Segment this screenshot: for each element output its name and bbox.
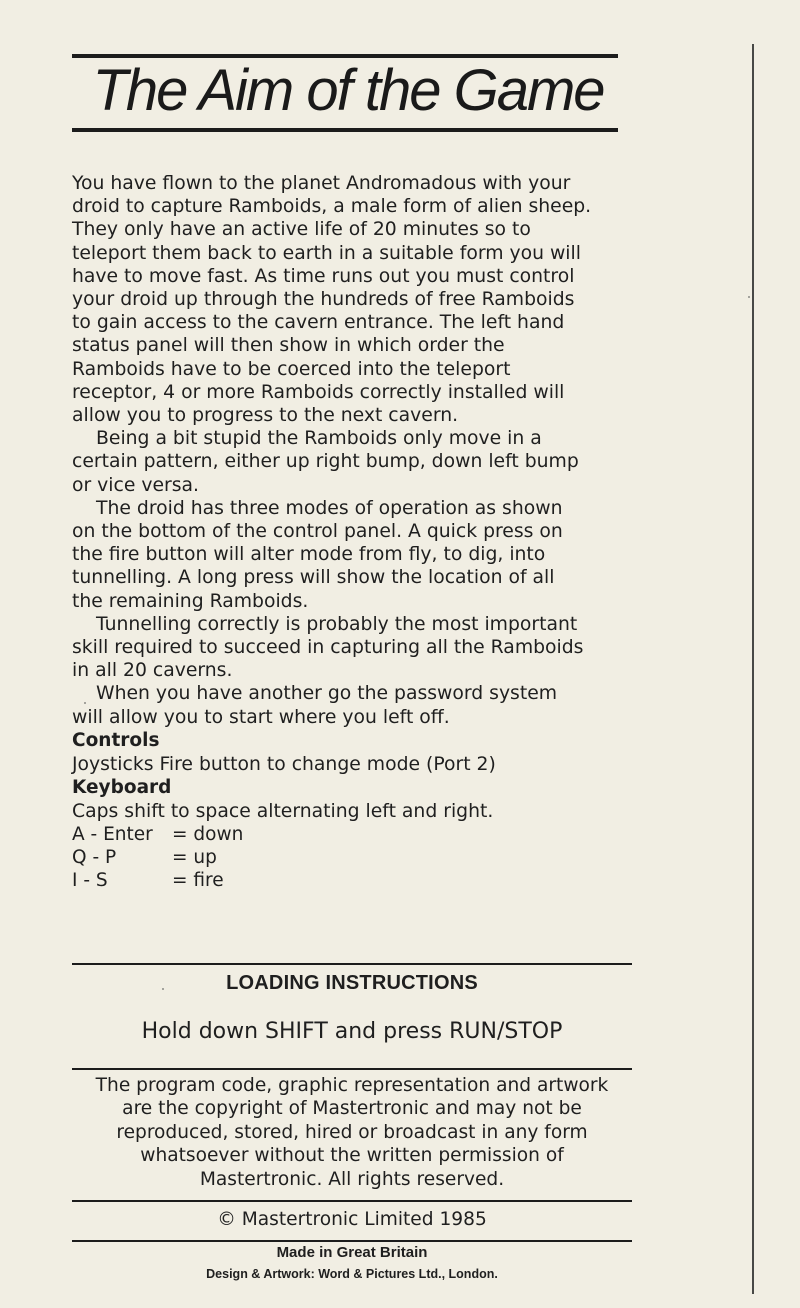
paragraph-line: on the bottom of the control panel. A quick press on	[72, 521, 563, 543]
keyboard-heading: Keyboard	[72, 777, 172, 799]
intro-line: to gain access to the cavern entrance. The left hand	[72, 312, 565, 334]
ramboid-behaviour-paragraph	[72, 427, 632, 497]
key-name: Q - P	[72, 847, 117, 869]
paragraph-line: skill required to succeed in capturing all the Ramboids	[72, 637, 584, 659]
intro-line: receptor, 4 or more Ramboids correctly installed will	[72, 381, 565, 403]
intro-line: droid to capture Ramboids, a male form of alien sheep.	[72, 196, 592, 218]
copyright-limited: © Mastertronic Limited 1985	[217, 1209, 487, 1230]
limited-bottom-rule	[72, 1240, 632, 1242]
paragraph-line: tunnelling. A long press will show the location of all	[72, 567, 555, 589]
loading-instruction: Hold down SHIFT and press RUN/STOP	[141, 1019, 563, 1044]
copyright-line: reproduced, stored, hired or broadcast in any form	[116, 1121, 588, 1143]
limited-top-rule	[72, 1200, 632, 1202]
intro-line: status panel will then show in which order the	[72, 335, 505, 357]
paragraph-line: the fire button will alter mode from fly, to dig, into	[72, 544, 546, 566]
key-action: = fire	[172, 870, 224, 892]
intro-line: have to move fast. As time runs out you must control	[72, 265, 575, 287]
copyright-line: The program code, graphic representation and artwork	[95, 1075, 609, 1096]
paragraph-line: Tunnelling correctly is probably the most important	[96, 613, 578, 635]
copyright-line: are the copyright of Mastertronic and may not be	[122, 1098, 582, 1120]
paragraph-line: When you have another go the password system	[96, 683, 558, 705]
key-name: I - S	[72, 870, 108, 892]
copyright-line: Mastertronic. All rights reserved.	[199, 1168, 505, 1190]
paragraph-line: or vice versa.	[72, 474, 200, 496]
design-credit: Design & Artwork: Word & Pictures Ltd., London.	[206, 1267, 498, 1281]
droid-modes-paragraph	[72, 497, 632, 613]
keyboard-text: Caps shift to space alternating left and right.	[72, 801, 494, 823]
copyright-notice	[72, 1074, 632, 1191]
page-title: The Aim of the Game	[92, 58, 604, 123]
controls-text: Joysticks Fire button to change mode (Port 2)	[72, 753, 496, 775]
intro-line: You have flown to the planet Andromadous with your	[72, 173, 571, 194]
key-action: = up	[172, 847, 217, 869]
scan-speck	[748, 296, 750, 298]
intro-line: Ramboids have to be coerced into the teleport	[72, 358, 511, 380]
intro-paragraph	[72, 172, 632, 427]
instructions-body	[72, 172, 632, 892]
made-in-label: Made in Great Britain	[276, 1244, 428, 1261]
fold-line	[752, 44, 754, 1294]
paragraph-line: certain pattern, either up right bump, down left bump	[72, 451, 579, 473]
key-row	[72, 823, 243, 846]
key-action: = down	[172, 824, 244, 846]
paragraph-line: will allow you to start where you left off.	[72, 706, 450, 728]
paragraph-line: The droid has three modes of operation as shown	[96, 497, 563, 519]
copyright-top-rule	[72, 1068, 632, 1070]
key-row	[72, 869, 243, 892]
scan-speck	[162, 988, 164, 990]
title-bottom-rule	[72, 128, 618, 132]
paragraph-line: in all 20 caverns.	[72, 660, 233, 682]
scan-speck	[84, 702, 86, 704]
key-mapping-table	[72, 823, 243, 892]
copyright-line: whatsoever without the written permission of	[140, 1145, 564, 1167]
paragraph-line: Being a bit stupid the Ramboids only move in a	[96, 428, 542, 450]
loading-title: LOADING INSTRUCTIONS	[226, 972, 478, 994]
key-name: A - Enter	[72, 824, 153, 846]
intro-line: your droid up through the hundreds of free Ramboids	[72, 289, 575, 311]
intro-line: They only have an active life of 20 minutes so to	[72, 219, 531, 241]
tunnelling-paragraph	[72, 613, 632, 683]
key-row	[72, 846, 243, 869]
password-paragraph	[72, 682, 632, 728]
loading-top-rule	[72, 963, 632, 965]
paragraph-line: the remaining Ramboids.	[72, 590, 309, 612]
intro-line: allow you to progress to the next cavern.	[72, 405, 459, 427]
intro-line: teleport them back to earth in a suitable form you will	[72, 242, 581, 264]
controls-heading: Controls	[72, 729, 160, 751]
